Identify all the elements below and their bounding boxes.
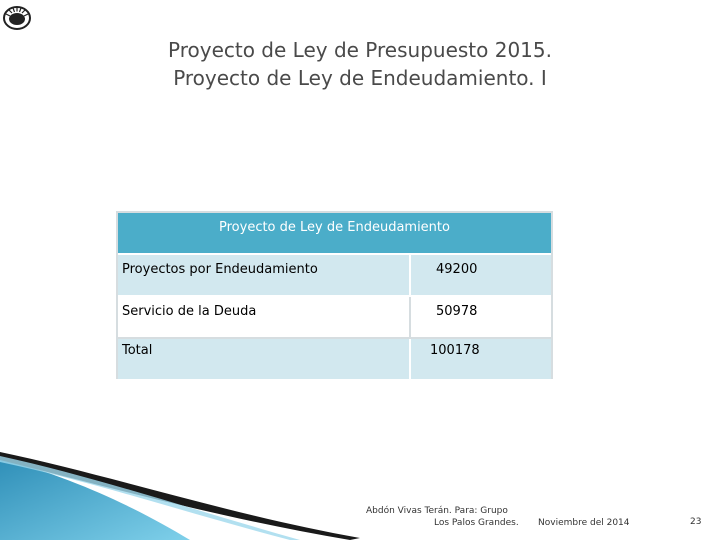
institution-logo-icon bbox=[2, 2, 32, 32]
debt-table bbox=[116, 211, 553, 379]
table-row bbox=[118, 255, 551, 297]
table-row bbox=[118, 339, 551, 379]
page-number: 23 bbox=[690, 517, 702, 527]
footer-group: Los Palos Grandes. bbox=[434, 518, 519, 528]
column-divider bbox=[409, 297, 411, 337]
footer-author: Abdón Vivas Terán. Para: Grupo bbox=[366, 506, 508, 516]
table-row bbox=[118, 297, 551, 339]
footer-date: Noviembre del 2014 bbox=[538, 518, 630, 528]
decorative-swoosh bbox=[0, 430, 360, 540]
row-label: Proyectos por Endeudamiento bbox=[122, 262, 318, 277]
row-label: Total bbox=[122, 343, 153, 358]
column-divider bbox=[409, 339, 411, 379]
row-label: Servicio de la Deuda bbox=[122, 304, 257, 319]
slide-title bbox=[100, 36, 620, 92]
row-value: 50978 bbox=[436, 304, 478, 319]
slide-title-line-1: Proyecto de Ley de Presupuesto 2015. bbox=[168, 38, 552, 62]
table-header: Proyecto de Ley de Endeudamiento bbox=[118, 213, 551, 255]
column-divider bbox=[409, 255, 411, 295]
row-value: 49200 bbox=[436, 262, 478, 277]
row-value: 100178 bbox=[430, 343, 480, 358]
slide-title-line-2: Proyecto de Ley de Endeudamiento. I bbox=[173, 66, 547, 90]
